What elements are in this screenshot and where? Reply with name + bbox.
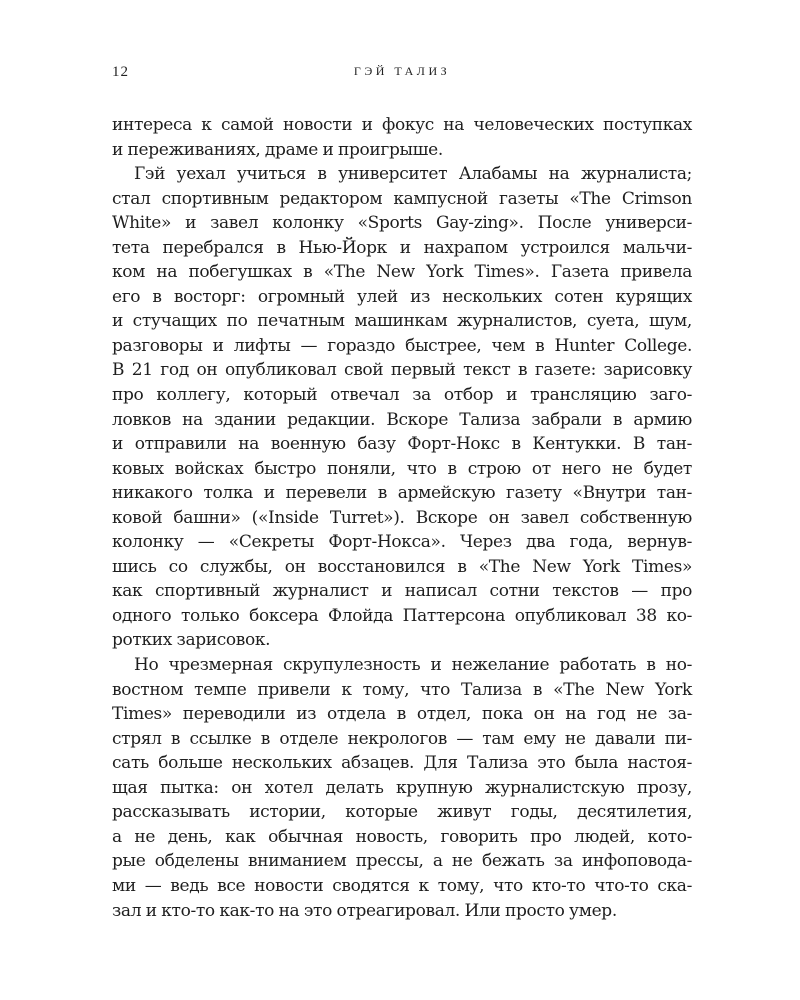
- text-line: а не день, как обычная новость, говорить про людей, кото-: [112, 826, 692, 847]
- paragraph: [112, 162, 692, 653]
- text-line: щая пытка: он хотел делать крупную журналистскую прозу,: [112, 777, 692, 798]
- text-line: ковых войсках быстро поняли, что в строю от него не будет: [112, 458, 692, 479]
- paragraph: [112, 653, 692, 923]
- page-number: 12: [112, 64, 129, 80]
- text-line: разговоры и лифты — гораздо быстрее, чем в Hunter College.: [112, 335, 692, 356]
- text-line: ком на побегушках в «The New York Times». Газета привела: [112, 262, 692, 283]
- text-line: его в восторг: огромный улей из нескольких сотен курящих: [112, 286, 692, 307]
- text-line: Гэй уехал учиться в университет Алабамы на журналиста;: [134, 164, 692, 185]
- text-line: никакого толка и перевели в армейскую газету «Внутри тан-: [112, 483, 692, 504]
- text-line: рые обделены вниманием прессы, а не бежать за инфоповода-: [112, 851, 692, 872]
- text-line: В 21 год он опубликовал свой первый текст в газете: зарисовку: [112, 360, 692, 381]
- text-line: и отправили на военную базу Форт-Нокс в Кентукки. В тан-: [112, 434, 692, 455]
- text-line: ротких зарисовок.: [112, 630, 271, 651]
- text-line: как спортивный журналист и написал сотни текстов — про: [112, 581, 692, 602]
- text-line: ковой башни» («Inside Turret»). Вскоре он завел собственную: [112, 507, 692, 528]
- text-line: тета перебрался в Нью-Йорк и нахрапом устроился мальчи-: [112, 237, 692, 258]
- text-line: White» и завел колонку «Sports Gay-zing». После универси-: [112, 213, 692, 234]
- text-line: Но чрезмерная скрупулезность и нежелание работать в но-: [134, 655, 692, 676]
- text-line: и стучащих по печатным машинкам журналистов, суета, шум,: [112, 311, 692, 332]
- text-line: сать больше нескольких абзацев. Для Тализа это была настоя-: [112, 753, 692, 774]
- text-line: востном темпе привели к тому, что Тализа в «The New York: [112, 679, 692, 700]
- text-line: стал спортивным редактором кампусной газеты «The Crimson: [112, 188, 692, 209]
- text-line: зал и кто-то как-то на это отреагировал. Или просто умер.: [112, 900, 617, 921]
- text-line: стрял в ссылке в отделе некрологов — там ему не давали пи-: [112, 728, 692, 749]
- text-line: одного только боксера Флойда Паттерсона опубликовал 38 ко-: [112, 605, 692, 626]
- text-line: про коллегу, который отвечал за отбор и трансляцию заго-: [112, 385, 692, 406]
- running-head-author: ГЭЙ ТАЛИЗ: [353, 64, 451, 78]
- text-line: ми — ведь все новости сводятся к тому, что кто-то что-то ска-: [112, 875, 692, 896]
- text-line: Times» переводили из отдела в отдел, пока он на год не за-: [112, 704, 692, 725]
- text-line: шись со службы, он восстановился в «The New York Times»: [112, 556, 692, 577]
- text-line: интереса к самой новости и фокус на человеческих поступках: [112, 115, 692, 135]
- text-line: ловков на здании редакции. Вскоре Тализа забрали в армию: [112, 409, 692, 430]
- text-line: рассказывать истории, которые живут годы, десятилетия,: [112, 802, 692, 823]
- text-line: колонку — «Секреты Форт-Нокса». Через два года, вернув-: [112, 532, 692, 553]
- paragraph: [112, 113, 692, 162]
- body-text: [112, 113, 692, 923]
- text-line: и переживаниях, драме и проигрыше.: [112, 139, 443, 160]
- running-head: [112, 64, 692, 86]
